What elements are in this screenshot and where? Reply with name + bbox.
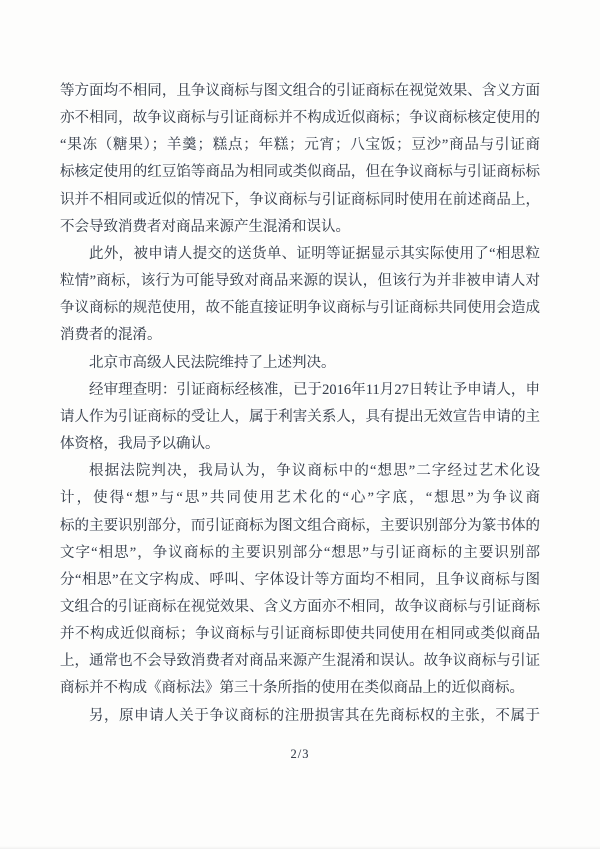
document-line: 经审理查明：引证商标经核准，已于2016年11月27日转让予申请人，申 [89, 381, 540, 398]
document-line: 此外，被申请人提交的送货单、证明等证据显示其实际使用了“相思粒 [89, 245, 540, 262]
document-line: 亦不相同，故争议商标与引证商标并不构成近似商标；争议商标核定使用的 [60, 110, 540, 127]
document-line: 北京市高级人民法院维持了上述判决。 [89, 354, 336, 371]
document-line: 上，通常也不会导致消费者对商品来源产生混淆和误认。故争议商标与引证 [60, 653, 540, 670]
document-line: 争议商标的规范使用，故不能直接证明争议商标与引证商标共同使用会造成 [60, 300, 540, 317]
document-line: 并不构成近似商标；争议商标与引证商标即使共同使用在相同或类似商品 [60, 626, 540, 643]
document-line: 分“相思”在文字构成、呼叫、字体设计等方面均不相同，且争议商标与图 [60, 571, 540, 588]
document-line: 文组合的引证商标在视觉效果、含义方面亦不相同，故争议商标与引证商标 [60, 598, 540, 615]
document-line: 另，原申请人关于争议商标的注册损害其在先商标权的主张，不属于 [89, 707, 540, 724]
document-line: 计，使得“想”与“思”共同使用艺术化的“心”字底，“想思”为争议商 [60, 490, 540, 507]
document-line: 根据法院判决，我局认为，争议商标中的“想思”二字经过艺术化设 [89, 463, 540, 480]
document-line: 标核定使用的红豆馅等商品为相同或类似商品，但在争议商标与引证商标标 [60, 164, 540, 181]
document-text-block [60, 78, 540, 730]
document-line: 商标并不构成《商标法》第三十条所指的使用在类似商品上的近似商标。 [60, 680, 524, 697]
document-line: 识并不相同或近似的情况下，争议商标与引证商标同时使用在前述商品上， [60, 191, 540, 208]
document-line: 不会导致消费者对商品来源产生混淆和误认。 [60, 218, 350, 235]
document-line: 文字“相思”，争议商标的主要识别部分“想思”与引证商标的主要识别部 [60, 544, 540, 561]
document-line: 请人作为引证商标的受让人，属于利害关系人，具有提出无效宣告申请的主 [60, 408, 540, 425]
document-line: 标的主要识别部分，而引证商标为图文组合商标，主要识别部分为篆书体的 [60, 517, 540, 534]
document-line: 体资格，我局予以确认。 [60, 436, 220, 453]
page-number: 2/3 [290, 747, 310, 761]
document-line: 消费者的混淆。 [60, 327, 162, 344]
document-line: 粒情”商标，该行为可能导致对商品来源的误认，但该行为并非被申请人对 [60, 273, 540, 290]
document-line: 等方面均不相同，且争议商标与图文组合的引证商标在视觉效果、含义方面 [60, 83, 540, 99]
document-line: “果冻（糖果）；羊羹；糕点；年糕；元宵；八宝饭；豆沙”商品与引证商 [60, 137, 540, 154]
